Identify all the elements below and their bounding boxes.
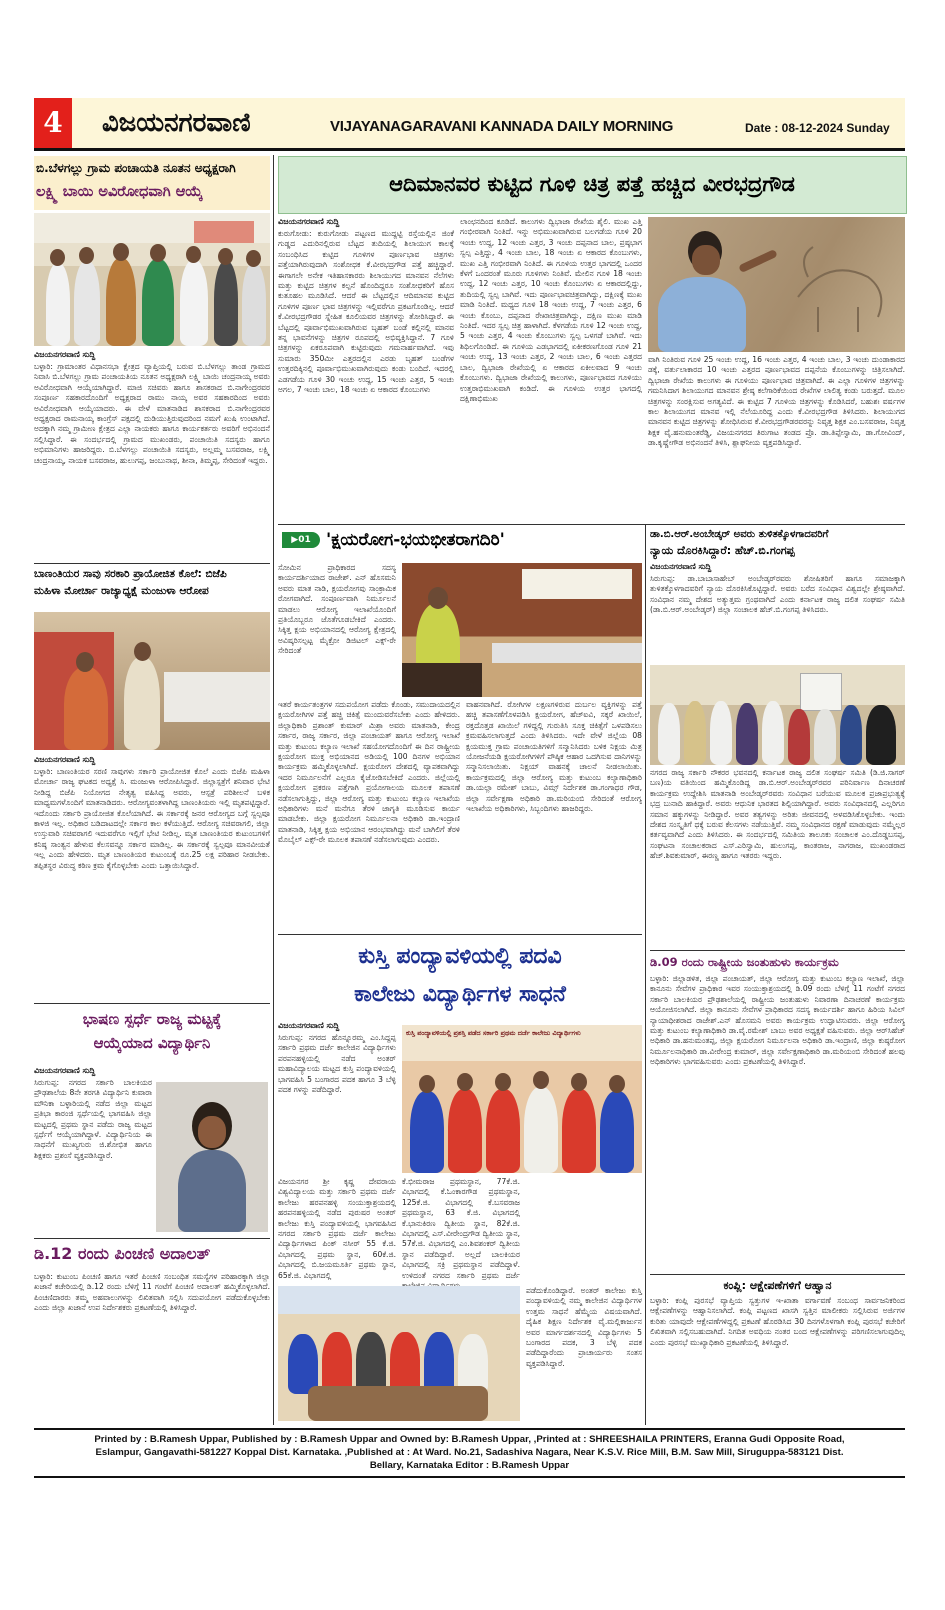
story-headline: ಲಕ್ಷ್ಮಿ ಬಾಯಿ ಅವಿರೋಧವಾಗಿ ಆಯ್ಕೆ bbox=[36, 184, 203, 200]
story-body: ಸಿರುಗುಪ್ಪ: ನಗರದ ಸರ್ಕಾರಿ ಬಾಲಕಿಯರ ಪ್ರೌಢಶಾಲೆಯ 8ನೇ ತರಗತಿ ವಿದ್ಯಾರ್ಥಿನಿ ಕುವಾರಾ ಮೌನಿಕಾ ಬಳ್ಳಾರಿಯಲ್ಲಿ ನಡೆದ ಜಿಲ್ಲಾ ಮಟ್ಟದ ಪ್ರತಿಭಾ ಕಾರಂಜಿ ಸ್ಪರ್ಧೆಯಲ್ಲಿ ಭಾಗವಹಿಸಿ ಜಿಲ್ಲಾ ಮಟ್ಟದಲ್ಲಿ ಪ್ರಥಮ ಸ್ಥಾನ ಪಡೆದು ರಾಜ್ಯ ಮಟ್ಟದ ಸ್ಪರ್ಧೆಗೆ ಆಯ್ಕೆಯಾಗಿದ್ದಾಳೆ. ವಿದ್ಯಾರ್ಥಿನಿಯ ಈ ಸಾಧನೆಗೆ ಮುಖ್ಯಗುರು ಜಿ.ಶೋಭಿತ ಹಾಗೂ ಶಿಕ್ಷಕರು ಪ್ರಶಂಸೆ ವ್ಯಕ್ತಪಡಿಸಿದ್ದಾರೆ. bbox=[34, 1078, 152, 1160]
event-banner: ಕುಸ್ತಿ ಪಂದ್ಯಾವಳಿಯಲ್ಲಿ ಪ್ರಶಸ್ತಿ ಪಡೆದ ಸರ್ಕಾರಿ ಪ್ರಥಮ ದರ್ಜೆ ಕಾಲೇಜು ವಿದ್ಯಾರ್ಥಿಗಳು bbox=[402, 1025, 642, 1061]
story-body: ಬಳ್ಳಾರಿ: ಕುಟುಂಬ ಪಿಂಚಣಿ ಹಾಗೂ ಇತರೆ ಪಿಂಚಣಿ ಸಂಬಂಧಿತ ಸಮಸ್ಯೆಗಳ ಪರಿಹಾರಕ್ಕಾಗಿ ಜಿಲ್ಲಾ ಖಜಾನೆ ಕಚೇರಿಯಲ್ಲಿ ಡಿ.12 ರಂದು ಬೆಳಿಗ್ಗೆ 11 ಗಂಟೆಗೆ ಪಿಂಚಣಿ ಅದಾಲತ್ ಹಮ್ಮಿಕೊಳ್ಳಲಾಗಿದೆ. ಪಿಂಚಣಿದಾರರು ತಮ್ಮ ಅಹವಾಲುಗಳನ್ನು ಲಿಖಿತವಾಗಿ ಸಲ್ಲಿಸಿ ಸದುಪಯೋಗ ಪಡೆದುಕೊಳ್ಳಬೇಕು ಎಂದು ಜಿಲ್ಲಾ ಖಜಾನೆ ಉಪ ನಿರ್ದೇಶಕರು ಪ್ರಕಟಣೆಯಲ್ಲಿ ತಿಳಿಸಿದ್ದಾರೆ. bbox=[34, 1272, 270, 1313]
story-headline: ಮಹಿಳಾ ಮೋರ್ಚಾ ರಾಜ್ಯಾಧ್ಯಕ್ಷೆ ಮಂಜುಳಾ ಆರೋಪ bbox=[34, 585, 209, 597]
lead-headline: ಆದಿಮಾನವರ ಕುಟ್ಟಿದ ಗೂಳಿ ಚಿತ್ರ ಪತ್ತೆ ಹಚ್ಚಿದ ವೀರಭದ್ರಗೌಡ bbox=[389, 172, 795, 196]
footer-rule bbox=[34, 1476, 905, 1478]
wrestlers-photo bbox=[402, 1025, 642, 1173]
dateline: ವಿಜಯನಗರವಾಣಿ ಸುದ್ದಿ bbox=[34, 1066, 96, 1075]
wrestling-team-photo bbox=[278, 1286, 520, 1421]
researcher-rock-photo bbox=[648, 217, 905, 352]
story-divider bbox=[650, 1274, 905, 1275]
student-photo bbox=[156, 1082, 268, 1232]
wrestling-headline: ಕಾಲೇಜು ವಿದ್ಯಾರ್ಥಿಗಳ ಸಾಧನೆ bbox=[354, 982, 566, 1007]
lead-body-col1: ಕುರುಗೋಡು: ಕುರುಗೋಡು ಪಟ್ಟಣದ ಮುದ್ದಟ್ಟಿ ರಸ್ತೆಯಲ್ಲಿನ ಜಿಂಕೆ ಗುಡ್ಡದ ಎದುರಿನಲ್ಲಿರುವ ಬೆಟ್ಟದ ತುದಿಯಲ್ಲಿ ಶಿಲಾಯುಗ ಕಾಲಕ್ಕೆ ಸಂಬಂಧಿಸಿದ ಕುಟ್ಟಿದ ಗೂಳಿಗಳ ಪೂರ್ಣಭಾವ ಚಿತ್ರಗಳು ಪತ್ತೆಯಾಗಿರುವುದಾಗಿ ಸಂಶೋಧಕ ಕೆ.ವೀರಭದ್ರಗೌಡ ಪತ್ತೆ ಹಚ್ಚಿದ್ದಾರೆ. ಈಗಾಗಲೇ ಅನೇಕ ಇತಿಹಾಸಕಾರರು ಶಿಲಾಯುಗದ ಮಾನವನ ನೆಲೆಗಳು ಮತ್ತು ಕುಟ್ಟಿದ ಚಿತ್ರಗಳ ಕಲ್ಪನೆ ಹೊಂದಿದ್ದರೂ ಸಂಶೋಧಕರಿಗೆ ಹೊಸ ಕುತೂಹಲ ಮೂಡಿಸಿದೆ. ಆದರೆ ಈ ಬೆಟ್ಟದಲ್ಲಿನ ಆದಿಮಾನವ ಕುಟ್ಟಿದ ಗೂಳಿಗಳ ಪೂರ್ಣ ಭಾವ ಚಿತ್ರಗಳನ್ನು ಇಲ್ಲಿವರೆಗೂ ಪ್ರಕಟಗೊಂಡಿಲ್ಲ. ಆದರೆ ಕೆ.ವೀರಭದ್ರಗೌಡರ ಸ್ನೇಹಿತ ಕೂಲಿಯವರ ಚಿತ್ರಗಳನ್ನು ತೋರಿಸಿದ್ದಾರೆ. ಈ ಬೆಟ್ಟದಲ್ಲಿ ಪೂರ್ವಾಭಿಮುಖವಾಗಿರುವ ಬೃಹತ್ ಬಂಡೆ ಕಲ್ಲಿನಲ್ಲಿ ಮಾನವ ತನ್ನ ಭಾವನೆಗಳನ್ನು ಚಿತ್ರಗಳ ರೂಪದಲ್ಲಿ ಅಭಿವ್ಯಕ್ತಿಸಿದ್ದಾನೆ. 7 ಗೂಳಿ ಚಿತ್ರಗಳನ್ನು ಏಕರೂಪವಾಗಿ ಕುಟ್ಟಿರುವುದು ಗಮನಾರ್ಹವಾಗಿದೆ. ಇವು ಸುಮಾರು 350ಮೀ ಎತ್ತರದಲ್ಲಿನ ಎರಡು ಬೃಹತ್ ಬಂಡೆಗಳ ಉತ್ತರದಿಕ್ಕಿನಲ್ಲಿ ಪೂರ್ವಾಭಿಮುಖವಾಗಿರುವುದು ಕಂಡು ಬಂದಿದೆ. ಇದರಲ್ಲಿ ಎಡಗಡೆಯ ಗೂಳಿ 30 ಇಂಚು ಉದ್ದ, 15 ಇಂಚು ಎತ್ತರ, 5 ಇಂಚು ಅಗಲ, 7 ಇಂಚು ಬಾಲ, 18 ಇಂಚು ಏ ಆಕಾರದ ಕೊಂಬುಗಳು bbox=[278, 229, 454, 395]
story-headline: ಬಾಣಂತಿಯರ ಸಾವು ಸರಕಾರಿ ಪ್ರಾಯೋಜಿತ ಕೊಲೆ: ಬಿಜೆಪಿ bbox=[34, 568, 227, 580]
story-divider bbox=[34, 1238, 270, 1239]
dateline: ವಿಜಯನಗರವಾಣಿ ಸುದ್ದಿ bbox=[34, 350, 96, 359]
rock-carving bbox=[788, 237, 898, 337]
story-body: ಸಿರುಗುಪ್ಪ: ಡಾ.ಬಾಬಾಸಾಹೇಬ್ ಅಂಬೇಡ್ಕರ್‌ರವರು ಶೋಷಿತರಿಗೆ ಹಾಗೂ ಸಮಾಜಕ್ಕಾಗಿ ತುಳಿತಕ್ಕೊಳಗಾದವರಿಗೆ ನ್ಯಾಯ ದೊರಕಿಸಿಕೊಟ್ಟಿದ್ದಾರೆ. ಅವರು ಬರೆದ ಸಂವಿಧಾನ ವಿಶ್ವದಲ್ಲೇ ಶ್ರೇಷ್ಠವಾಗಿದೆ. ಸಂವಿಧಾನ ನಮ್ಮ ದೇಶದ ಅತ್ಯುತ್ತಮ ಗ್ರಂಥವಾಗಿದೆ ಎಂದು ಕರ್ನಾಟಕ ರಾಜ್ಯ ದಲಿತ ಸಂಘರ್ಷ ಸಮಿತಿ (ಡಾ.ಬಿ.ಆರ್.ಅಂಬೇಡ್ಕರ್) ಜಿಲ್ಲಾ ಸಂಚಾಲಕ ಹೆಚ್.ಬಿ.ಗಂಗಪ್ಪ ತಿಳಿಸಿದರು. bbox=[650, 574, 905, 615]
story-body: ಬಳ್ಳಾರಿ: ಬಾಣಂತಿಯರ ಸರಣಿ ಸಾವುಗಳು ಸರ್ಕಾರಿ ಪ್ರಾಯೋಜಿತ ಕೊಲೆ ಎಂದು ಬಿಜೆಪಿ ಮಹಿಳಾ ಮೋರ್ಚಾ ರಾಜ್ಯ ಘಟಕದ ಅಧ್ಯಕ್ಷೆ ಸಿ. ಮಂಜುಳಾ ಆರೋಪಿಸಿದ್ದಾರೆ. ಜಿಲ್ಲಾಸ್ಪತ್ರೆಗೆ ಶನಿವಾರ ಭೇಟಿ ನೀಡಿದ್ದ ಬಿಜೆಪಿ ನಿಯೋಗದ ನೇತೃತ್ವ ವಹಿಸಿದ್ದ ಅವರು, ಆಸ್ಪತ್ರೆ ಪರಿಶೀಲನೆ ಬಳಿಕ ಮಾಧ್ಯಮಗಳೊಂದಿಗೆ ಮಾತನಾಡಿದರು. ಆರೋಗ್ಯವಂತಳಾಗಿದ್ದ ಬಾಣಂತಿಯರು ಇಲ್ಲಿ ಮೃತಪಟ್ಟಿದ್ದಾರೆ. ಇದೊಂದು ಸರ್ಕಾರಿ ಪ್ರಾಯೋಜಿತ ಕೊಲೆಯಾಗಿದೆ. ಈ ಸರ್ಕಾರಕ್ಕೆ ಜನರ ಆರೋಗ್ಯದ ಬಗ್ಗೆ ಸ್ವಲ್ಪವೂ ಕಾಳಜಿ ಇಲ್ಲ. ಅಧಿಕಾರ ಬಡಿದಾಟದಲ್ಲೇ ಸರ್ಕಾರ ಕಾಲ ಕಳೆಯುತ್ತಿದೆ. ಆರೋಗ್ಯ ಸಚಿವರಾಗಲಿ, ಜಿಲ್ಲಾ ಉಸ್ತುವಾರಿ ಸಚಿವರಾಗಲಿ ಇದುವರೆಗೂ ಇಲ್ಲಿಗೆ ಭೇಟಿ ನೀಡಿಲ್ಲ. ಮೃತ ಬಾಣಂತಿಯರ ಕುಟುಂಬಗಳಿಗೆ ಕನಿಷ್ಠ ಸಾಂತ್ವನ ಹೇಳುವ ಕೆಲಸವನ್ನೂ ಸರ್ಕಾರ ಮಾಡಿಲ್ಲ. ಈ ಸರ್ಕಾರಕ್ಕೆ ಸ್ವಲ್ಪವೂ ಮಾನವೀಯತೆ ಇಲ್ಲ ಎಂದು ಹೇಳಿದರು. ಮೃತ ಬಾಣಂತಿಯರ ಕುಟುಂಬಕ್ಕೆ ರೂ.25 ಲಕ್ಷ ಪರಿಹಾರ ನೀಡಬೇಕು. ತಪ್ಪಿತಸ್ಥರ ವಿರುದ್ಧ ಕಠಿಣ ಕ್ರಮ ಕೈಗೊಳ್ಳಬೇಕು ಎಂದು ಒತ್ತಾಯಿಸಿದ್ದಾರೆ. bbox=[34, 767, 270, 870]
story-headline: ಡಿ.09 ರಂದು ರಾಷ್ಟ್ರೀಯ ಜಂತುಹುಳು ಕಾರ್ಯಕ್ರಮ bbox=[650, 955, 839, 969]
column-rule bbox=[645, 525, 646, 1425]
section-divider bbox=[278, 934, 642, 935]
imprint-line: Bellary, Karnataka Editor : B.Ramesh Uppar bbox=[369, 1460, 570, 1471]
tb-body-col1b: ಇತರೆ ಕಾರ್ಯತಂತ್ರಗಳ ಸದುಪಯೋಗ ಪಡೆದು ಕೊಂಡು, ಸಮುದಾಯದಲ್ಲಿನ ಕ್ಷಯರೋಗಿಗಳ ಪತ್ತೆ ಹಚ್ಚಿ ಚಿಕಿತ್ಸೆ ಮುಂದುವರೆಸಬೇಕು ಎಂದು ಹೇಳಿದರು. ಜಿಲ್ಲಾಧಿಕಾರಿ ಪ್ರಶಾಂತ್ ಕುಮಾರ್ ಮಿಶ್ರಾ ಅವರು ಮಾತನಾಡಿ, ಕೇಂದ್ರ ಸರ್ಕಾರ, ರಾಜ್ಯ ಸರ್ಕಾರ, ಜಿಲ್ಲಾ ಪಂಚಾಯತ್ ಹಾಗೂ ಆರೋಗ್ಯ ಇಲಾಖೆ ಮತ್ತು ಕುಟುಂಬ ಕಲ್ಯಾಣ ಇಲಾಖೆ ಸಹಯೋಗದೊಂದಿಗೆ ಈ ದಿನ ರಾಷ್ಟ್ರೀಯ ಕ್ಷಯರೋಗ ಮುಕ್ತ ಅಭಿಯಾನದ ಅಡಿಯಲ್ಲಿ 100 ದಿನಗಳ ಅಭಿಯಾನ ಕಾರ್ಯಕ್ರಮ ಹಮ್ಮಿಕೊಳ್ಳಲಾಗಿದೆ. ಕ್ಷಯರೋಗ ದೇಶದಲ್ಲಿ ವ್ಯಾಪಕವಾಗಿದ್ದು ಇದರ ನಿರ್ಮೂಲನೆಗೆ ಎಲ್ಲರೂ ಕೈಜೋಡಿಸಬೇಕಿದೆ ಎಂದರು. ಜಿಲ್ಲೆಯಲ್ಲಿ ಕ್ಷಯರೋಗ ಪ್ರಕರಣ ಪತ್ತೆಗಾಗಿ ಪ್ರಯೋಗಾಲಯ ಮೂಲಕ ತಪಾಸಣೆ ನಡೆಸಲಾಗುತ್ತಿದ್ದು, ಜಿಲ್ಲಾ ಆರೋಗ್ಯ ಮತ್ತು ಕುಟುಂಬ ಕಲ್ಯಾಣ ಇಲಾಖೆಯ ಅಧಿಕಾರಿಗಳು ಮನೆ ಮನೆಗೂ ತೆರಳಿ ಜಾಗೃತಿ ಮೂಡಿಸುವ ಕಾರ್ಯ ಮಾಡಬೇಕು. ಜಿಲ್ಲಾ ಕ್ಷಯರೋಗ ನಿರ್ಮೂಲನಾ ಅಧಿಕಾರಿ ಡಾ.ಇಂದ್ರಾಣಿ ಮಾತನಾಡಿ, ಸಿಕ್ಕಿತ್ತ ಕ್ಷಯ ಅಭಿಯಾನ ಆರಂಭವಾಗಿದ್ದು ಮನೆ ಬಾಗಿಲಿಗೆ ತೆರಳಿ ಮೊಬೈಲ್ ಎಕ್ಸ್-ರೇ ಮೂಲಕ ತಪಾಸಣೆ ನಡೆಸಲಾಗುವುದು ಎಂದರು. bbox=[278, 700, 460, 845]
column-rule bbox=[273, 155, 274, 1425]
story-headline: ನ್ಯಾಯ ದೊರಕಿಸಿದ್ದಾರೆ: ಹೆಚ್.ಬಿ.ಗಂಗಪ್ಪ bbox=[650, 544, 795, 557]
imprint-line: Printed by : B.Ramesh Uppar, Published by : B.Ramesh Uppar and Owned by: B.Ramesh Uppar, ,Printed at : SHREESHAILA PRINTERS, Eranna Gudi Opposite Road, bbox=[94, 1434, 845, 1445]
newspaper-title-kannada: ವಿಜಯನಗರವಾಣಿ bbox=[102, 108, 251, 138]
story-number-badge bbox=[282, 532, 320, 548]
tb-headline: 'ಕ್ಷಯರೋಗ-ಭಯಭೀತರಾಗದಿರಿ' bbox=[326, 530, 505, 550]
newspaper-title-english: VIJAYANAGARAVANI KANNADA DAILY MORNING bbox=[330, 118, 674, 135]
imprint-footer bbox=[34, 1433, 905, 1472]
dateline: ವಿಜಯನಗರವಾಣಿ ಸುದ್ದಿ bbox=[278, 1021, 340, 1030]
footer-rule bbox=[34, 1428, 905, 1430]
story-headline: ಬಿ.ಬೆಳಗಲ್ಲು ಗ್ರಾಮ ಪಂಚಾಯತಿ ನೂತನ ಅಧ್ಯಕ್ಷರಾಗಿ bbox=[36, 161, 236, 175]
story-headline: ಕಂಪ್ಲಿ: ಆಕ್ಷೇಪಣೆಗಳಿಗೆ ಆಹ್ವಾನ bbox=[723, 1279, 832, 1292]
story-divider bbox=[650, 950, 905, 951]
wrestling-body-col1a: ಸಿರುಗುಪ್ಪ: ನಗರದ ಹೊನ್ನೂರಮ್ಮ ಎಂ.ಸಿದ್ದಪ್ಪ ಸರ್ಕಾರಿ ಪ್ರಥಮ ದರ್ಜೆ ಕಾಲೇಜಿನ ವಿದ್ಯಾರ್ಥಿಗಳು ಪರಪನಹಳ್ಳಿಯಲ್ಲಿ ನಡೆದ ಅಂತರ್ ಮಹಾವಿದ್ಯಾಲಯ ಮಟ್ಟದ ಕುಸ್ತಿ ಪಂದ್ಯಾವಳಿಯಲ್ಲಿ ಭಾಗವಹಿಸಿ 5 ಬಂಗಾರದ ಪದಕ ಹಾಗೂ 3 ಬೆಳ್ಳಿ ಪದಕ ಗಳನ್ನು ಪಡೆದಿದ್ದಾರೆ. bbox=[278, 1033, 396, 1095]
lead-body-col2: ಲಾಂಛನದಿಂದ ಕೂಡಿದೆ. ಕಾಲುಗಳು ದ್ವಿಭಾಜಾ ರೇಖೆಯ ಶೈಲಿ. ಮುಖ ಎತ್ತಿ ಗಂಭೀರವಾಗಿ ನಿಂತಿದೆ. ಇನ್ನು ಅಭಿಮುಖವಾಗಿರುವ ಬಲಗಡೆಯ ಗೂಳಿ 20 ಇಂಚು ಉದ್ದ, 12 ಇಂಚು ಎತ್ತರ, 3 ಇಂಚು ದಪ್ಪನಾದ ಬಾಲ, ಪ್ರಷ್ಠಭಾಗ ಸ್ವಲ್ಪ ಎತ್ತಿದ್ದು, 4 ಇಂಚು ಬಾಲ, 18 ಇಂಚು ಏ ಆಕಾರದ ಕೊಂಬುಗಳು, ಮುಖ ಎತ್ತಿ ಗಂಭೀರವಾಗಿ ನಿಂತಿದೆ. ಈ ಗೂಳಿಯ ಉತ್ತರ ಭಾಗದಲ್ಲಿ ಒಂದರ ಕೆಳಗೆ ಒಂದರಂತೆ ಮೂರು ಗೂಳಿಗಳು ನಿಂತಿವೆ. ಮೇಲಿನ ಗೂಳಿ 18 ಇಂಚು ಉದ್ದ, 12 ಇಂಚು ಎತ್ತರ, 10 ಇಂಚು ಕೊಂಬುಗಳು ಏ ಆಕಾರದಲ್ಲಿದ್ದು, ತುದಿಯಲ್ಲಿ ಸ್ವಲ್ಪ ಬಾಗಿವೆ. ಇದು ಪೂರ್ಣಭಾವಚಿತ್ರವಾಗಿದ್ದು, ದಕ್ಷಿಣಕ್ಕೆ ಮುಖ ಮಾಡಿ ನಿಂತಿದೆ. ಮಧ್ಯದ ಗೂಳಿ 18 ಇಂಚು ಉದ್ದ, 7 ಇಂಚು ಎತ್ತರ, 6 ಇಂಚು ಕೊಂಬು, ದಪ್ಪನಾದ ರೇಖಾಚಿತ್ರವಾಗಿದ್ದು, ದಕ್ಷಿಣ ಮುಖ ಮಾಡಿ ನಿಂತಿದೆ. ಇದರ ಸ್ವಲ್ಪ ಚಿತ್ರ ಹಾಳಾಗಿದೆ. ಕೆಳಗಡೆಯ ಗೂಳಿ 12 ಇಂಚು ಉದ್ದ, 5 ಇಂಚು ಎತ್ತರ, 4 ಇಂಚು ಕೊಂಬುಗಳು ಸ್ವಲ್ಪ ಒಳಗಡೆ ಬಾಗಿವೆ. ಇದು ಶಿಥಿಲಗೊಂಡಿದೆ. ಈ ಗೂಳಿಯ ಎಡಭಾಗದಲ್ಲಿ ಏಕೀಕರಣಗೊಂಡ ಗೂಳಿ 21 ಇಂಚು ಉದ್ದ, 13 ಇಂಚು ಎತ್ತರ, 2 ಇಂಚು ಬಾಲ, 6 ಇಂಚು ಎತ್ತರದ ಬಾಲ, ದ್ವಿಭಾಜಾ ರೇಖೆಯಲ್ಲಿ ಏ ಆಕಾರದ ಏಕೀಲವಾದ 9 ಇಂಚು ಕೊಂಬುಗಳು. ದ್ವಿಭಾಜಾ ರೇಖೆಯಲ್ಲಿ ಕಾಲುಗಳು, ಪೂರ್ಣಭಾವದ ಗೂಳಿಯು ಉತ್ತರಾಭಿಮುಖವಾಗಿ ಕಂಡಿದೆ. ಈ ಗೂಳಿಯ ಉತ್ತರ ಭಾಗದಲ್ಲಿ ದಕ್ಷಿಣಾಭಿಮುಖ bbox=[460, 217, 642, 403]
story-headline: ಡಾ.ಬಿ.ಆರ್.ಅಂಬೇಡ್ಕರ್ ಅವರು ತುಳಿತಕ್ಕೊಳಗಾದವರಿಗೆ bbox=[650, 529, 829, 540]
wrestling-body-col2: ಕೆ.ಭೀಮರಾಜ ಪ್ರಥಮಸ್ಥಾನ, 77ಕೆ.ಜಿ. ವಿಭಾಗದಲ್ಲಿ ಕೆ.ಓಂಕಾರಗೌಡ ಪ್ರಥಮಸ್ಥಾನ, 125ಕೆ.ಜಿ. ವಿಭಾಗದಲ್ಲಿ ಕೆ.ಬಸವರಾಜ ಪ್ರಥಮಸ್ಥಾನ, 63 ಕೆ.ಜಿ. ವಿಭಾಗದಲ್ಲಿ ಕೆ.ಭಾನುಕಿರಣ ದ್ವಿತೀಯ ಸ್ಥಾನ, 82ಕೆ.ಜಿ. ವಿಭಾಗದಲ್ಲಿ ಎಸ್.ವೀರೇಂದ್ರಗೌಡ ದ್ವಿತೀಯ ಸ್ಥಾನ, 57ಕೆ.ಜಿ. ವಿಭಾಗದಲ್ಲಿ ಎಂ.ಶಿವಶಂಕರ್ ದ್ವಿತೀಯ ಸ್ಥಾನ ಪಡೆದಿದ್ದಾರೆ. ಅಲ್ಲದೆ ಬಾಲಕಿಯರ ವಿಭಾಗದಲ್ಲಿ ಸಕ್ರಿ ಪ್ರಥಮಸ್ಥಾನ ಪಡೆದಿದ್ದಾಳೆ. ಉಳಿದಂತೆ ನಗರದ ಸರ್ಕಾರಿ ಪ್ರಥಮ ದರ್ಜೆ bbox=[402, 1177, 520, 1280]
story-divider bbox=[34, 563, 270, 564]
wrestling-headline: ಕುಸ್ತಿ ಪಂದ್ಯಾವಳಿಯಲ್ಲಿ ಪದವಿ bbox=[358, 944, 562, 969]
story-headline: ಡಿ.12 ರಂದು ಪಿಂಚಣಿ ಅದಾಲತ್ bbox=[34, 1244, 211, 1263]
tb-event-photo bbox=[402, 563, 642, 697]
story-headline: ಭಾಷಣ ಸ್ಪರ್ಧೆ ರಾಜ್ಯ ಮಟ್ಟಕ್ಕೆ bbox=[82, 1010, 222, 1028]
story-body: ಬಳ್ಳಾರಿ: ಕಂಪ್ಲಿ ಪುರಸಭೆ ವ್ಯಾಪ್ತಿಯ ಸ್ವತ್ತುಗಳ ಇ-ಖಾತಾ ವರ್ಗಾವಣೆ ಸಂಬಂಧ ಸಾರ್ವಜನಿಕರಿಂದ ಆಕ್ಷೇಪಣೆಗಳನ್ನು ಆಹ್ವಾನಿಸಲಾಗಿದೆ. ಕಂಪ್ಲಿ ಪಟ್ಟಣದ ಖಾಸಗಿ ಸ್ವತ್ತಿನ ಮಾಲೀಕರು ಸಲ್ಲಿಸಿರುವ ಅರ್ಜಿಗಳ ಕುರಿತು ಯಾವುದೇ ಆಕ್ಷೇಪಣೆಗಳಿದ್ದಲ್ಲಿ ಪ್ರಕಟಣೆ ಹೊರಡಿಸಿದ 30 ದಿನಗಳೊಳಗಾಗಿ ಕಂಪ್ಲಿ ಪುರಸಭೆ ಕಚೇರಿಗೆ ಲಿಖಿತವಾಗಿ ಸಲ್ಲಿಸಬಹುದಾಗಿದೆ. ನಿಗದಿತ ಅವಧಿಯ ನಂತರ ಬಂದ ಆಕ್ಷೇಪಣೆಗಳನ್ನು ಪರಿಗಣಿಸಲಾಗುವುದಿಲ್ಲ ಎಂದು ಪುರಸಭೆ ಮುಖ್ಯಾಧಿಕಾರಿ ಪ್ರಕಟಣೆಯಲ್ಲಿ ತಿಳಿಸಿದ್ದಾರೆ. bbox=[650, 1296, 905, 1347]
story-body: ನಗರದ ರಾಜ್ಯ ಸರ್ಕಾರಿ ನೌಕರರ ಭವನದಲ್ಲಿ ಕರ್ನಾಟಕ ರಾಜ್ಯ ದಲಿತ ಸಂಘರ್ಷ ಸಮಿತಿ (ಡಿ.ಜಿ.ಸಾಗರ್ ಬಣ)ಯ ವತಿಯಿಂದ ಹಮ್ಮಿಕೊಂಡಿದ್ದ ಡಾ.ಬಿ.ಆರ್.ಅಂಬೇಡ್ಕರ್‌ರವರ ಪರಿನಿರ್ವಾಣ ದಿನಾಚರಣೆ ಕಾರ್ಯಕ್ರಮ ಉದ್ದೇಶಿಸಿ ಮಾತನಾಡಿ ಅಂಬೇಡ್ಕರ್‌ರವರು ಸಂವಿಧಾನ ಬರೆಯುವ ಮೂಲಕ ಪ್ರಜಾಪ್ರಭುತ್ವಕ್ಕೆ ಭದ್ರ ಬುನಾದಿ ಹಾಕಿದ್ದಾರೆ. ಅವರು ಆಧುನಿಕ ಭಾರತದ ಶಿಲ್ಪಿಯಾಗಿದ್ದಾರೆ. ಅವರು ಸಂವಿಧಾನದಲ್ಲಿ ಎಲ್ಲರಿಗೂ ಸಮಾನ ಹಕ್ಕುಗಳನ್ನು ನೀಡಿದ್ದಾರೆ. ಅವರ ತತ್ವಗಳನ್ನು ಅರಿತು ಜೀವನದಲ್ಲಿ ಅಳವಡಿಸಿಕೊಳ್ಳಬೇಕು. ಇಂದು ದೇಶದ ಸಂಸ್ಕೃತಿಗೆ ಧಕ್ಕೆ ಬರುವ ಕೆಲಸಗಳು ನಡೆಯುತ್ತಿವೆ. ನಮ್ಮ ಸಂವಿಧಾನದ ರಕ್ಷಣೆ ಮಾಡುವುದು ನಮ್ಮೆಲ್ಲರ ಕರ್ತವ್ಯವಾಗಿದೆ ಎಂದು ತಿಳಿಸಿದರು. ಈ ಸಂದರ್ಭದಲ್ಲಿ ಸಮಿತಿಯ ತಾಲೂಕು ಸಂಚಾಲಕ ಎಂ.ದೊಡ್ಡಬಸಪ್ಪ, ಸಂಘಟನಾ ಸಂಚಾಲಕರಾದ ಎಸ್.ಎರಿಸ್ವಾಮಿ, ಹುಲುಗಪ್ಪ, ಕಾಂತರಾಜ, ನಾಗರಾಜ, ಮುಖಂಡರಾದ ಹೆಚ್.ಶಿವಕುಮಾರ್, ಈರಣ್ಣ ಹಾಗೂ ಇತರರು ಇದ್ದರು. bbox=[650, 768, 905, 861]
story-headline: ಆಯ್ಕೆಯಾದ ವಿದ್ಯಾರ್ಥಿನಿ bbox=[93, 1034, 211, 1052]
imprint-line: Eslampur, Gangavathi-581227 Koppal Dist. Karnataka. ,Published at : At Ward. No.21, Sadashiva Nagara, Near K.S.V. Rice Mill, B.M. Saw Mill, Siruguppa-583121 Dist. bbox=[95, 1447, 844, 1458]
dateline: ವಿಜಯನಗರವಾಣಿ ಸುದ್ದಿ bbox=[650, 562, 712, 571]
page-number: 4 bbox=[34, 98, 72, 148]
dateline: ವಿಜಯನಗರವಾಣಿ ಸುದ್ದಿ bbox=[34, 755, 96, 764]
tb-body-col2: ವಾಹನವಾಗಿದೆ. ರೋಗಿಗಳ ಲಕ್ಷಣಗಳಿರುವ ದುರ್ಬಲ ವ್ಯಕ್ತಿಗಳನ್ನು ಪತ್ತೆ ಹಚ್ಚಿ ತಪಾಸಣೆಗೊಳಪಡಿಸಿ ಕ್ಷಯರೋಗ, ಹೆಚ್ಐವಿ, ಸಕ್ಕರೆ ಖಾಯಿಲೆ, ರಕ್ತದೊತ್ತಡ ಖಾಯಿಲೆ ಗಳಿದ್ದಲ್ಲಿ ಗುರುತಿಸಿ ಸೂಕ್ತ ಚಿಕಿತ್ಸೆಗೆ ಒಳಪಡಿಸಲು ಕ್ರಮವಹಿಸಲಾಗುತ್ತದೆ ಎಂದು ತಿಳಿಸಿದರು. ಇದೇ ವೇಳೆ ಜಿಲ್ಲೆಯ 08 ಕ್ಷಯಮುಕ್ತ ಗ್ರಾಮ ಪಂಚಾಯತಿಗಳಿಗೆ ಸನ್ಮಾನಿಸಿದರು ಬಳಿಕ ನಿಕ್ಷಯ ಮಿತ್ರ ಯೋಜನೆಯಡಿ ಕ್ಷಯರೋಗಿಗಳಿಗೆ ಪೌಷ್ಠಿಕ ಆಹಾರ ಒದಗಿಸುವ ದಾನಿಗಳನ್ನು ಸನ್ಮಾನಿಸಲಾಯಿತು. ನಿಕ್ಷಯ್ ವಾಹನಕ್ಕೆ ಚಾಲನೆ ನೀಡಲಾಯಿತು. ಕಾರ್ಯಕ್ರಮದಲ್ಲಿ ಜಿಲ್ಲಾ ಆರೋಗ್ಯ ಮತ್ತು ಕುಟುಂಬ ಕಲ್ಯಾಣಾಧಿಕಾರಿ ಡಾ.ಯಲ್ಲಾ ರಮೇಶ್ ಬಾಬು, ವಿಮ್ಸ್ ನಿರ್ದೇಶಕ ಡಾ.ಗಂಗಾಧರ ಗೌಡ, ಜಿಲ್ಲಾ ಸರ್ವೇಕ್ಷಣಾ ಅಧಿಕಾರಿ ಡಾ.ಮರಿಯಂಬಿ ಸೇರಿದಂತೆ ಆರೋಗ್ಯ ಇಲಾಖೆಯ ಅಧಿಕಾರಿಗಳು, ಸಿಬ್ಬಂದಿಗಳು ಹಾಜರಿದ್ದರು. bbox=[466, 700, 642, 814]
badge-arrow-icon: ▶ bbox=[291, 535, 299, 545]
hospital-photo bbox=[34, 612, 270, 750]
dateline: ವಿಜಯನಗರವಾಣಿ ಸುದ್ದಿ bbox=[278, 217, 340, 226]
lead-body-col3: ವಾಗಿ ನಿಂತಿರುವ ಗೂಳಿ 25 ಇಂಚು ಉದ್ದ, 16 ಇಂಚು ಎತ್ತರ, 4 ಇಂಚು ಬಾಲ, 3 ಇಂಚು ದುಂಡಾಕಾರದ ಡಕ್ಕೆ, ವರ್ತುಲಾಕಾರದ 10 ಇಂಚು ಎತ್ತರದ ಪೂರ್ಣಭಾವದ ದಪ್ಪನೆಯ ಕೊಂಬುಗಳನ್ನು ಚಿತ್ರಿಸಲಾಗಿದೆ. ದ್ವಿಭಾಜಾ ರೇಖೆಯ ಕಾಲುಗಳು ಈ ಗೂಳಿಯು ಪೂರ್ಣಭಾವ ಚಿತ್ರವಾಗಿದೆ. ಈ ಎಲ್ಲಾ ಗೂಳಿಗಳ ಚಿತ್ರಗಳನ್ನು ಗಮನಿಸಿದಾಗ ಶಿಲಾಯುಗದ ಮಾನವನ ಶ್ರೇಷ್ಠ ಕಲೆಗಾರಿಕೆಯಿಂದ ರೇಖೆಗಳ ಲಾಲಿತ್ಯ ಕಂಡು ಬರುತ್ತದೆ. ಮೂಲ ಚಿತ್ರಗಳನ್ನು ಸಂರಕ್ಷಿಸುವ ಅಗತ್ಯವಿದೆ. ಈ ಕುಟ್ಟಿದ 7 ಗೂಳಿಯ ಚಿತ್ರಗಳನ್ನು ಕೊಡಿಸಿದರೆ, ಬಹುಶಃ ವರ್ಷಗಳ ಕಾಲ ಶಿಲಾಯುಗದ ಮಾನವ ಇಲ್ಲಿ ನೆಲೆಯೂರಿದ್ದ ಎಂದು ಕೆ.ವೀರಭದ್ರಗೌಡ ತಿಳಿಸಿದರು. ಶಿಲಾಯುಗದ ಮಾನವನ ಕುಟ್ಟಿದ ಚಿತ್ರಗಳನ್ನು ಶೋಧಿಸಿರುವ ಕೆ.ವೀರಭದ್ರಗೌಡರವರನ್ನು ನಿವೃತ್ತ ಶಿಕ್ಷಕ ಎಂ.ಬಸವರಾಜ, ನಿವೃತ್ತ ಶಿಕ್ಷಕ ವೈ.ಹನುಮಂತರೆಡ್ಡಿ, ವಿಜಯನಗರದ ತಿರುಗಾಟ ತಂಡದ ಪ್ರೊ. ಡಾ.ತಿಪ್ಪೇಸ್ವಾಮಿ, ಡಾ.ಗೋವಿಂದ್, ಡಾ.ಕೃಷ್ಣೇಗೌಡ ಅಭಿನಂದನೆ ತಿಳಿಸಿ, ಶ್ಲಾಘನೀಯ ವ್ಯಕ್ತಪಡಿಸಿದ್ದಾರೆ. bbox=[648, 355, 905, 448]
story-divider bbox=[34, 1003, 270, 1004]
ambedkar-event-photo bbox=[650, 665, 905, 765]
wrestling-body-col3: ಪಡೆದುಕೊಂಡಿದ್ದಾರೆ. ಅಂತರ್ ಕಾಲೇಜು ಕುಸ್ತಿ ಪಂದ್ಯಾವಳಿಯಲ್ಲಿ ನಮ್ಮ ಕಾಲೇಜಿನ ವಿದ್ಯಾರ್ಥಿಗಳ ಉತ್ತಮ ಸಾಧನೆ ಹೆಮ್ಮೆಯ ವಿಷಯವಾಗಿದೆ. ದೈಹಿಕ ಶಿಕ್ಷಣ ನಿರ್ದೇಶಕ ವೈ.ಮಲ್ಲಿಕಾರ್ಜುನ ಅವರ ಮಾರ್ಗದರ್ಶನದಲ್ಲಿ ವಿದ್ಯಾರ್ಥಿಗಳು 5 ಬಂಗಾರದ ಪದಕ, 3 ಬೆಳ್ಳಿ ಪದಕ ಪಡೆದಿದ್ದಾರೆಂದು ಪ್ರಾಚಾರ್ಯರು ಸಂತಸ ವ್ಯಕ್ತಪಡಿಸಿದ್ದಾರೆ. bbox=[526, 1286, 642, 1368]
story-body: ಬಳ್ಳಾರಿ: ಗ್ರಾಮಾಂತರ ವಿಧಾನಸಭಾ ಕ್ಷೇತ್ರದ ವ್ಯಾಪ್ತಿಯಲ್ಲಿ ಬರುವ ಬಿ.ಬೆಳಗಲ್ಲು ತಾಂಡ ಗ್ರಾಮದ ನಿವಾಸಿ ಬಿ.ಬೆಳಗಲ್ಲು ಗ್ರಾಮ ಪಂಚಾಯತಿಯ ನೂತನ ಅಧ್ಯಕ್ಷರಾಗಿ ಲಕ್ಷ್ಮಿ ಬಾಯಿ ಚಂದ್ರನಾಯ್ಕ ಅವರು ಅವಿರೋಧವಾಗಿ ಆಯ್ಕೆಯಾಗಿದ್ದಾರೆ. ಮಾಜಿ ಸಚಿವರು ಹಾಗೂ ಶಾಸಕರಾದ ಬಿ.ನಾಗೇಂದ್ರರವರ ಸಂಪೂರ್ಣ ಸಹಕಾರದೊಂದಿಗೆ ಅಧ್ಯಕ್ಷರಾದ ರಾಮು ನಾಯ್ಕ ಅವರ ಸಹಕಾರದಿಂದ ಅವರು ಅವಿರೋಧವಾಗಿ ಆಯ್ಕೆಯಾದರು. ಈ ವೇಳೆ ಮಾತನಾಡಿದ ಶಾಸಕರಾದ ಬಿ.ನಾಗೇಂದ್ರರವರ ಅಧ್ಯಕ್ಷರಾದ ರಾಮನಾಯ್ಕ ಕಾಂಗ್ರೆಸ್ ಪಕ್ಷದಲ್ಲಿ ದುಡಿಯುತ್ತಿರುವುದರಿಂದ ನಮಗೆ ಖುಷಿ ಉಂಟಾಗಿದೆ. ಅದಕ್ಕಾಗಿ ನಮ್ಮ ಗ್ರಾಮೀಣ ಕ್ಷೇತ್ರದ ಎಲ್ಲಾ ನಾಯಕರು ಹಾಗೂ ಕಾರ್ಯಕರ್ತರು ಅವರಿಗೆ ಅಭಿನಂದನೆ ಸಲ್ಲಿಸಿದ್ದಾರೆ. ಈ ಸಂದರ್ಭದಲ್ಲಿ ಗ್ರಾಮದ ಮುಖಂಡರು, ಪಂಚಾಯಿತಿ ಸದಸ್ಯರು ಹಾಗೂ ಅಭಿಮಾನಿಗಳು ಹಾಜರಿದ್ದರು. ಬಿ.ಬೆಳಗಲ್ಲು ಪಂಚಾಯಿತಿ ಸದಸ್ಯರು, ಅಲ್ಲಮ್ಮ ಬಸವರಾಜ, ಲಕ್ಷ್ಮಿ ಚಂದ್ರನಾಯ್ಕ, ನಾಯಕ ಬಸವರಾಜ, ಹುಲುಗಪ್ಪ, ಜಂಬುನಾಥ, ಶೀನಾ, ತಿಮ್ಮಪ್ಪ, ಸೇರಿದಂತೆ ಇದ್ದರು. bbox=[34, 362, 270, 465]
issue-date: Date : 08-12-2024 Sunday bbox=[745, 121, 890, 135]
tb-body-col1a: ಸೋಮಿನ ಪ್ರಾಧಿಕಾರದ ಸದಸ್ಯ ಕಾರ್ಯದರ್ಶಿಯಾದ ರಾಜೇಶ್. ಎನ್ ಹೊಸಮನಿ ಅವರು ಮಾತ ನಾಡಿ, ಕ್ಷಯರೋಗವು ಸಾಂಕ್ರಾಮಿಕ ರೋಗವಾಗಿದೆ. ಸಂಪೂರ್ಣವಾಗಿ ನಿರ್ಮೂಲನೆ ಮಾಡಲು ಆರೋಗ್ಯ ಇಲಾಖೆಯೊಂದಿಗೆ ಪ್ರತಿಯೊಬ್ಬರೂ ಜೊತೆಗೂಡಬೇಕಿದೆ ಎಂದರು. ಸಿಕ್ಕಿತ್ತ ಕ್ಷಯ ಅಭಿಯಾನದಲ್ಲಿ ಆರೋಗ್ಯ ಕ್ಷೇತ್ರದಲ್ಲಿ ಅವಿಷ್ಕರಿಸಲ್ಪಟ್ಟ ಮೈಕ್ರೋ ಡಿಜಿಟಲ್ ಎಕ್ಸ್-ರೇ ಸೇರಿದಂತೆ bbox=[278, 563, 396, 656]
wrestling-body-col1b: ವಿಜಯನಗರ ಶ್ರೀ ಕೃಷ್ಣ ದೇವರಾಯ ವಿಶ್ವವಿದ್ಯಾಲಯ ಮತ್ತು ಸರ್ಕಾರಿ ಪ್ರಥಮ ದರ್ಜೆ ಕಾಲೇಜು ಹರಪನಹಳ್ಳಿ ಸಂಯುಕ್ತಾಶ್ರಯದಲ್ಲಿ ಹರಪನಹಳ್ಳಿಯಲ್ಲಿ ನಡೆದ ಪುರುಷರ ಅಂತರ್ ಕಾಲೇಜು ಕುಸ್ತಿ ಪಂದ್ಯಾವಳಿಯಲ್ಲಿ ಭಾಗವಹಿಸಿದ ನಗರದ ಸರ್ಕಾರಿ ಪ್ರಥಮ ದರ್ಜೆ ಕಾಲೇಜು ವಿದ್ಯಾರ್ಥಿಗಳಾದ ಪಿಂಕ್ ನಸೀರ್ 55 ಕೆ.ಜಿ. ವಿಭಾಗದಲ್ಲಿ ಪ್ರಥಮ ಸ್ಥಾನ, 60ಕೆ.ಜಿ. ವಿಭಾಗದಲ್ಲಿ ಬಿ.ಜಯಮೂರ್ತಿ ಪ್ರಥಮ ಸ್ಥಾನ, 65ಕೆ.ಜಿ. ವಿಭಾಗದಲ್ಲಿ bbox=[278, 1177, 396, 1280]
story-body: ಬಳ್ಳಾರಿ: ಜಿಲ್ಲಾಡಳಿತ, ಜಿಲ್ಲಾ ಪಂಚಾಯತ್, ಜಿಲ್ಲಾ ಆರೋಗ್ಯ ಮತ್ತು ಕುಟುಂಬ ಕಲ್ಯಾಣ ಇಲಾಖೆ, ಜಿಲ್ಲಾ ಕಾನೂನು ಸೇವೆಗಳ ಪ್ರಾಧಿಕಾರ ಇವರ ಸಂಯುಕ್ತಾಶ್ರಯದಲ್ಲಿ ಡಿ.09 ರಂದು ಬೆಳಿಗ್ಗೆ 11 ಗಂಟೆಗೆ ನಗರದ ಸರ್ಕಾರಿ ಬಾಲಕಿಯರ ಪ್ರೌಢಶಾಲೆಯಲ್ಲಿ ರಾಷ್ಟ್ರೀಯ ಜಂತುಹುಳು ನಿವಾರಣಾ ದಿನಾಚರಣೆ ಕಾರ್ಯಕ್ರಮ ಆಯೋಜಿಸಲಾಗಿದೆ. ಜಿಲ್ಲಾ ಕಾನೂನು ಸೇವೆಗಳ ಪ್ರಾಧಿಕಾರದ ಸದಸ್ಯ ಕಾರ್ಯದರ್ಶಿ ಹಾಗೂ ಹಿರಿಯ ಸಿವಿಲ್ ನ್ಯಾಯಾಧೀಶರಾದ ರಾಜೇಶ್.ಎನ್ ಹೊಸಮನಿ ಅವರು ಕಾರ್ಯಕ್ರಮ ಉದ್ಘಾಟಿಸುವರು. ಜಿಲ್ಲಾ ಆರೋಗ್ಯ ಮತ್ತು ಕುಟುಂಬ ಕಲ್ಯಾಣಾಧಿಕಾರಿ ಡಾ.ವೈ.ರಮೇಶ್ ಬಾಬು ಅವರ ಅಧ್ಯಕ್ಷತೆ ವಹಿಸುವರು. ಜಿಲ್ಲಾ ಆರ್‌ಸಿಹೆಚ್ ಅಧಿಕಾರಿ ಡಾ.ಹನುಮಂತಪ್ಪ, ಜಿಲ್ಲಾ ಕ್ಷಯರೋಗ ನಿರ್ಮೂಲನಾ ಅಧಿಕಾರಿ ಡಾ.ಇಂದ್ರಾಣಿ, ಜಿಲ್ಲಾ ಕುಷ್ಠರೋಗ ನಿರ್ಮೂಲನಾಧಿಕಾರಿ ಡಾ.ವೀರೇಂದ್ರ ಕುಮಾರ್, ಜಿಲ್ಲಾ ಸರ್ವೇಕ್ಷಣಾಧಿಕಾರಿ ಡಾ.ಮರಿಯಂಬಿ ಸೇರಿದಂತೆ ಹಲವು ಅಧಿಕಾರಿಗಳು ಭಾಗವಹಿಸುವರು ಎಂದು ಪ್ರಕಟಣೆಯಲ್ಲಿ ತಿಳಿಸಿದ್ದಾರೆ. bbox=[650, 974, 905, 1067]
group-photo bbox=[34, 213, 270, 346]
section-divider bbox=[278, 524, 905, 525]
badge-number: 01 bbox=[298, 535, 311, 545]
